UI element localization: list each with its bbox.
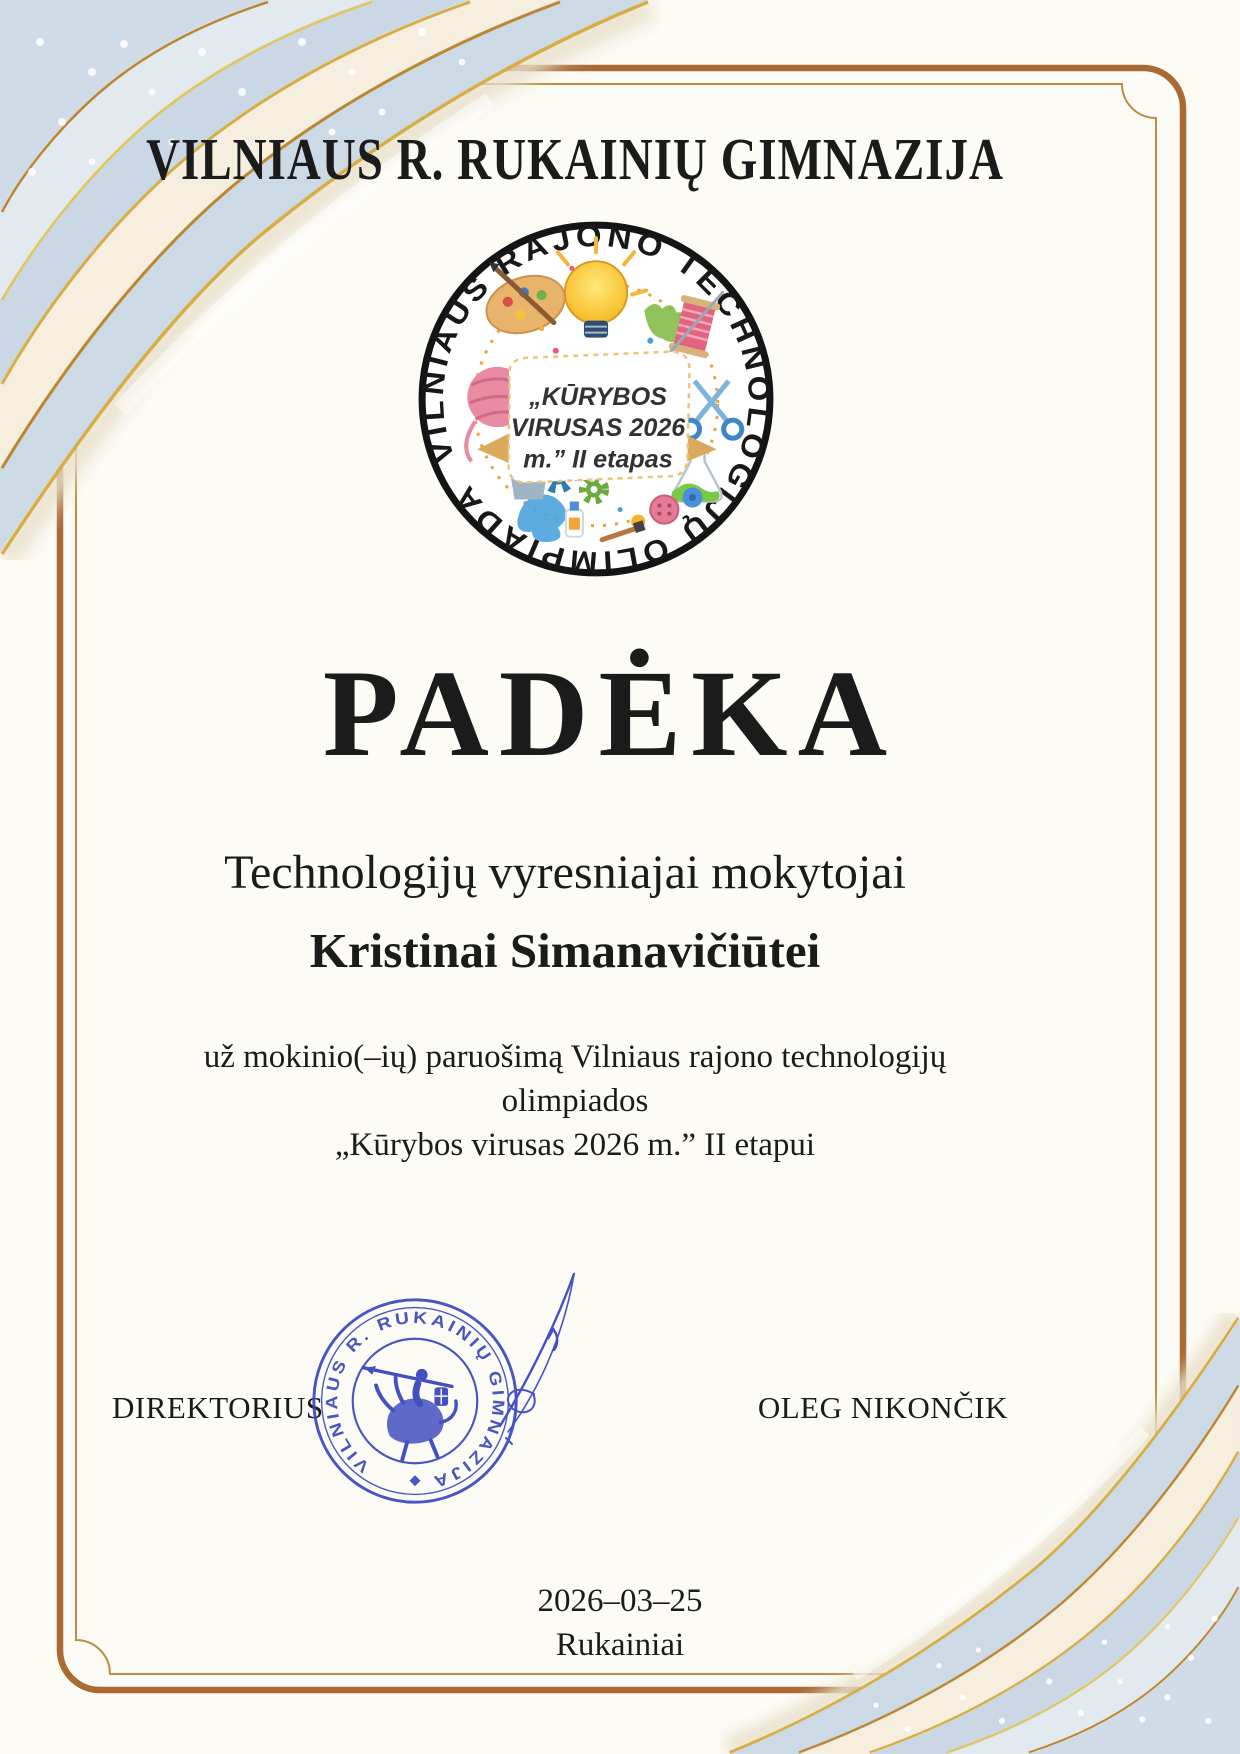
signer-name-label: OLEG NIKONČIK	[757, 1390, 1008, 1425]
signer-role-label: DIREKTORIUS	[112, 1390, 324, 1425]
recipient-role: Technologijų vyresniajai mokytojai	[224, 846, 906, 899]
issue-date: 2026–03–25	[537, 1583, 703, 1619]
body-line-2: olimpiados	[501, 1082, 649, 1119]
recipient-name: Kristinai Simanavičiūtei	[309, 923, 821, 978]
olympiad-logo	[405, 208, 787, 590]
body-line-3: „Kūrybos virusas 2026 m.” II etapui	[334, 1126, 816, 1163]
corner-wave-decoration-bottom-right	[720, 1313, 1240, 1754]
banner-line-2: VIRUSAS 2026	[510, 414, 686, 443]
certificate-body	[0, 1036, 1195, 1168]
issue-place: Rukainiai	[555, 1626, 685, 1663]
banner-line-1: „KŪRYBOS	[529, 383, 667, 412]
director-signature	[462, 1266, 597, 1448]
banner-line-3: m.” II etapas	[523, 445, 673, 474]
date-place-block	[0, 1580, 1240, 1668]
stamp-diamond	[409, 1475, 420, 1486]
logo-ring-text: VILNIAUS RAJONO TECHNOLOGIJŲ OLIMPIADA	[416, 219, 776, 579]
stamp-ring-text: VILNIAUS R. RUKAINIŲ GIMNAZIJA	[322, 1307, 509, 1492]
body-line-1: už mokinio(–ių) paruošimą Vilniaus rajono technologijų	[203, 1039, 947, 1075]
vytis-knight-icon	[364, 1366, 456, 1459]
school-name-title: VILNIAUS R. RUKAINIŲ GIMNAZIJA	[146, 127, 1004, 193]
certificate-title: PADĖKA	[322, 645, 898, 782]
